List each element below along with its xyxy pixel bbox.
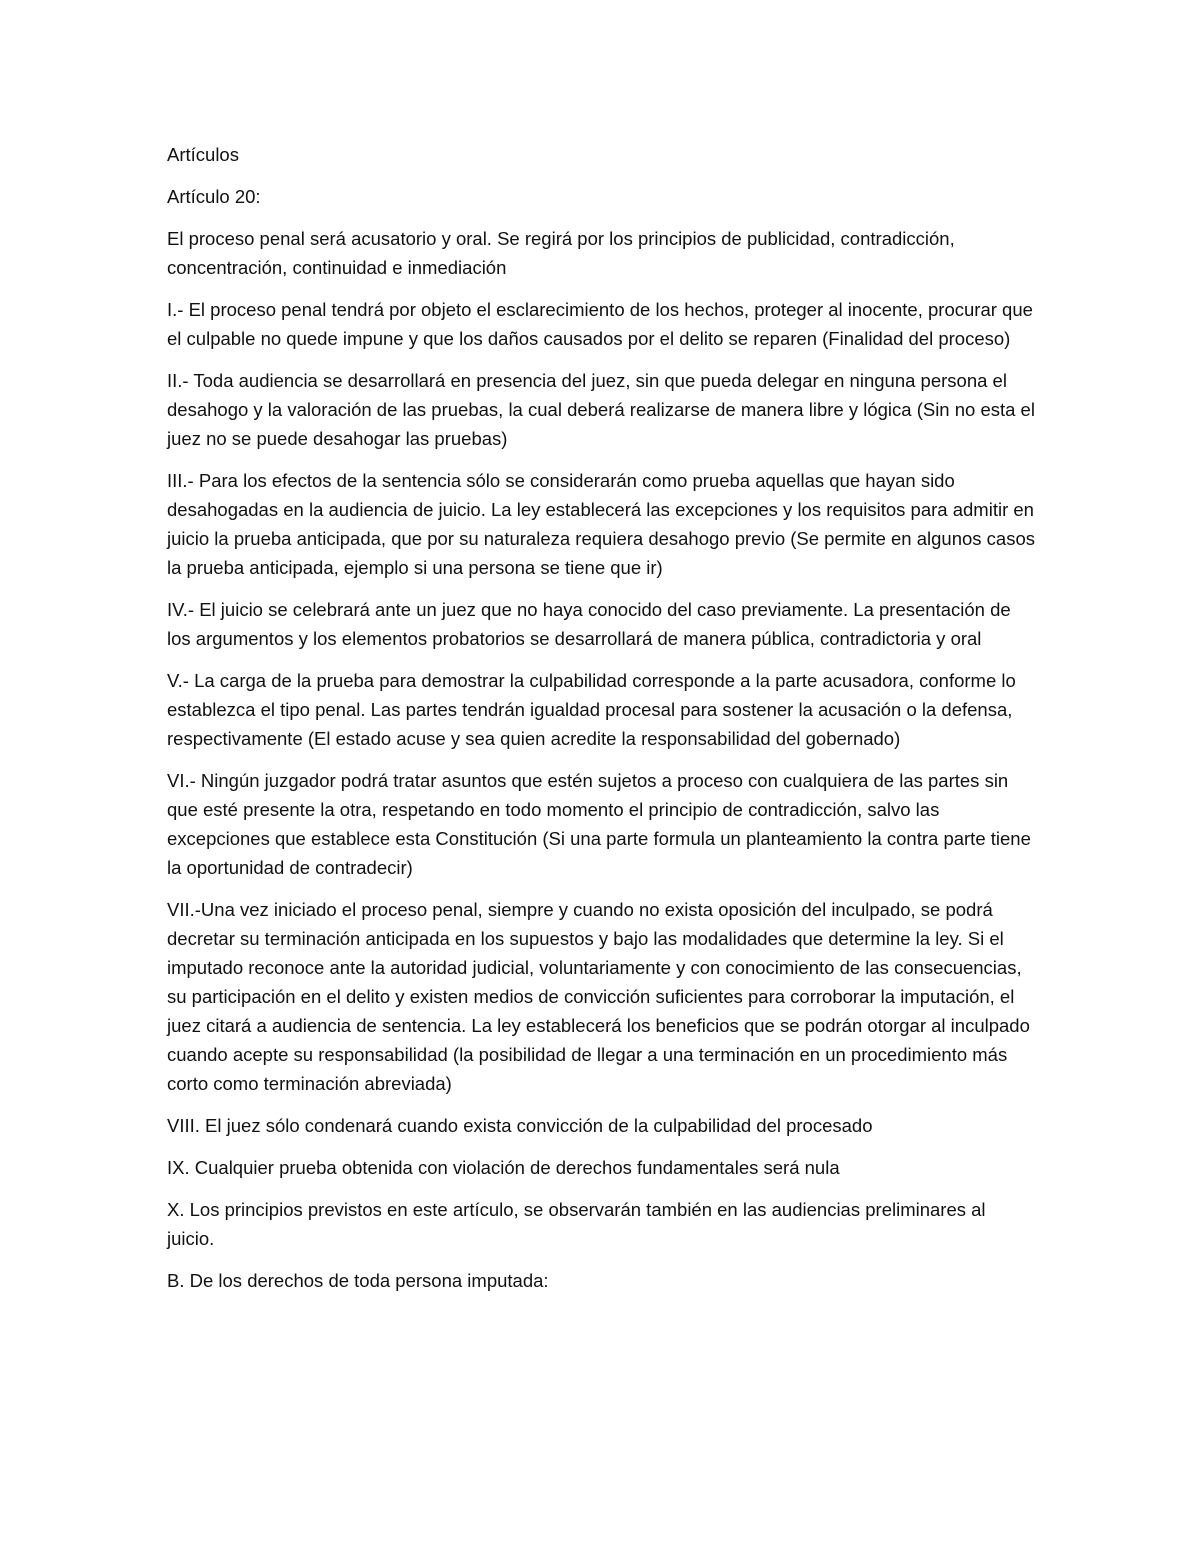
document-body xyxy=(167,140,1035,1308)
article-title: Artículo 20: xyxy=(167,186,261,207)
paragraph-intro: El proceso penal será acusatorio y oral. Se regirá por los principios de publicidad, contradicción, concentración, continuidad e inmediación xyxy=(167,228,955,278)
paragraph-fraction-ii: II.- Toda audiencia se desarrollará en presencia del juez, sin que pueda delegar en ninguna persona el desahogo y la valoración de las pruebas, la cual deberá realizarse de manera libre y lógica (Sin no esta el juez no se puede desahogar las pruebas) xyxy=(167,370,1035,449)
section-b-heading: B. De los derechos de toda persona imputada: xyxy=(167,1270,549,1291)
paragraph-fraction-iv: IV.- El juicio se celebrará ante un juez que no haya conocido del caso previamente. La presentación de los argumentos y los elementos probatorios se desarrollará de manera pública, contradictoria y oral xyxy=(167,599,1011,649)
paragraph-fraction-iii: III.- Para los efectos de la sentencia sólo se considerarán como prueba aquellas que hayan sido desahogadas en la audiencia de juicio. La ley establecerá las excepciones y los requisitos para admitir en juicio la prueba anticipada, que por su naturaleza requiera desahogo previo (Se permite en algunos casos la prueba anticipada, ejemplo si una persona se tiene que ir) xyxy=(167,470,1036,578)
paragraph-fraction-vii: VII.-Una vez iniciado el proceso penal, siempre y cuando no exista oposición del inculpado, se podrá decretar su terminación anticipada en los supuestos y bajo las modalidades que determine la ley. Si el imputado reconoce ante la autoridad judicial, voluntariamente y con conocimiento de las consecuencias, su participación en el delito y existen medios de convicción suficientes para corroborar la imputación, el juez citará a audiencia de sentencia. La ley establecerá los beneficios que se podrán otorgar al inculpado cuando acepte su responsabilidad (la posibilidad de llegar a una terminación en un procedimiento más corto como terminación abreviada) xyxy=(167,899,1030,1094)
paragraph-fraction-v: V.- La carga de la prueba para demostrar la culpabilidad corresponde a la parte acusadora, conforme lo establezca el tipo penal. Las partes tendrán igualdad procesal para sostener la acusación o la defensa, respectivamente (El estado acuse y sea quien acredite la responsabilidad del gobernado) xyxy=(167,670,1016,749)
paragraph-fraction-viii: VIII. El juez sólo condenará cuando exista convicción de la culpabilidad del procesado xyxy=(167,1115,873,1136)
paragraph-fraction-x: X. Los principios previstos en este artículo, se observarán también en las audiencias preliminares al juicio. xyxy=(167,1199,986,1249)
document-heading: Artículos xyxy=(167,144,239,165)
paragraph-fraction-vi: VI.- Ningún juzgador podrá tratar asuntos que estén sujetos a proceso con cualquiera de las partes sin que esté presente la otra, respetando en todo momento el principio de contradicción, salvo las excepciones que establece esta Constitución (Si una parte formula un planteamiento la contra parte tiene la oportunidad de contradecir) xyxy=(167,770,1031,878)
paragraph-fraction-ix: IX. Cualquier prueba obtenida con violación de derechos fundamentales será nula xyxy=(167,1157,840,1178)
paragraph-fraction-i: I.- El proceso penal tendrá por objeto el esclarecimiento de los hechos, proteger al inocente, procurar que el culpable no quede impune y que los daños causados por el delito se reparen (Finalidad del proceso) xyxy=(167,299,1033,349)
